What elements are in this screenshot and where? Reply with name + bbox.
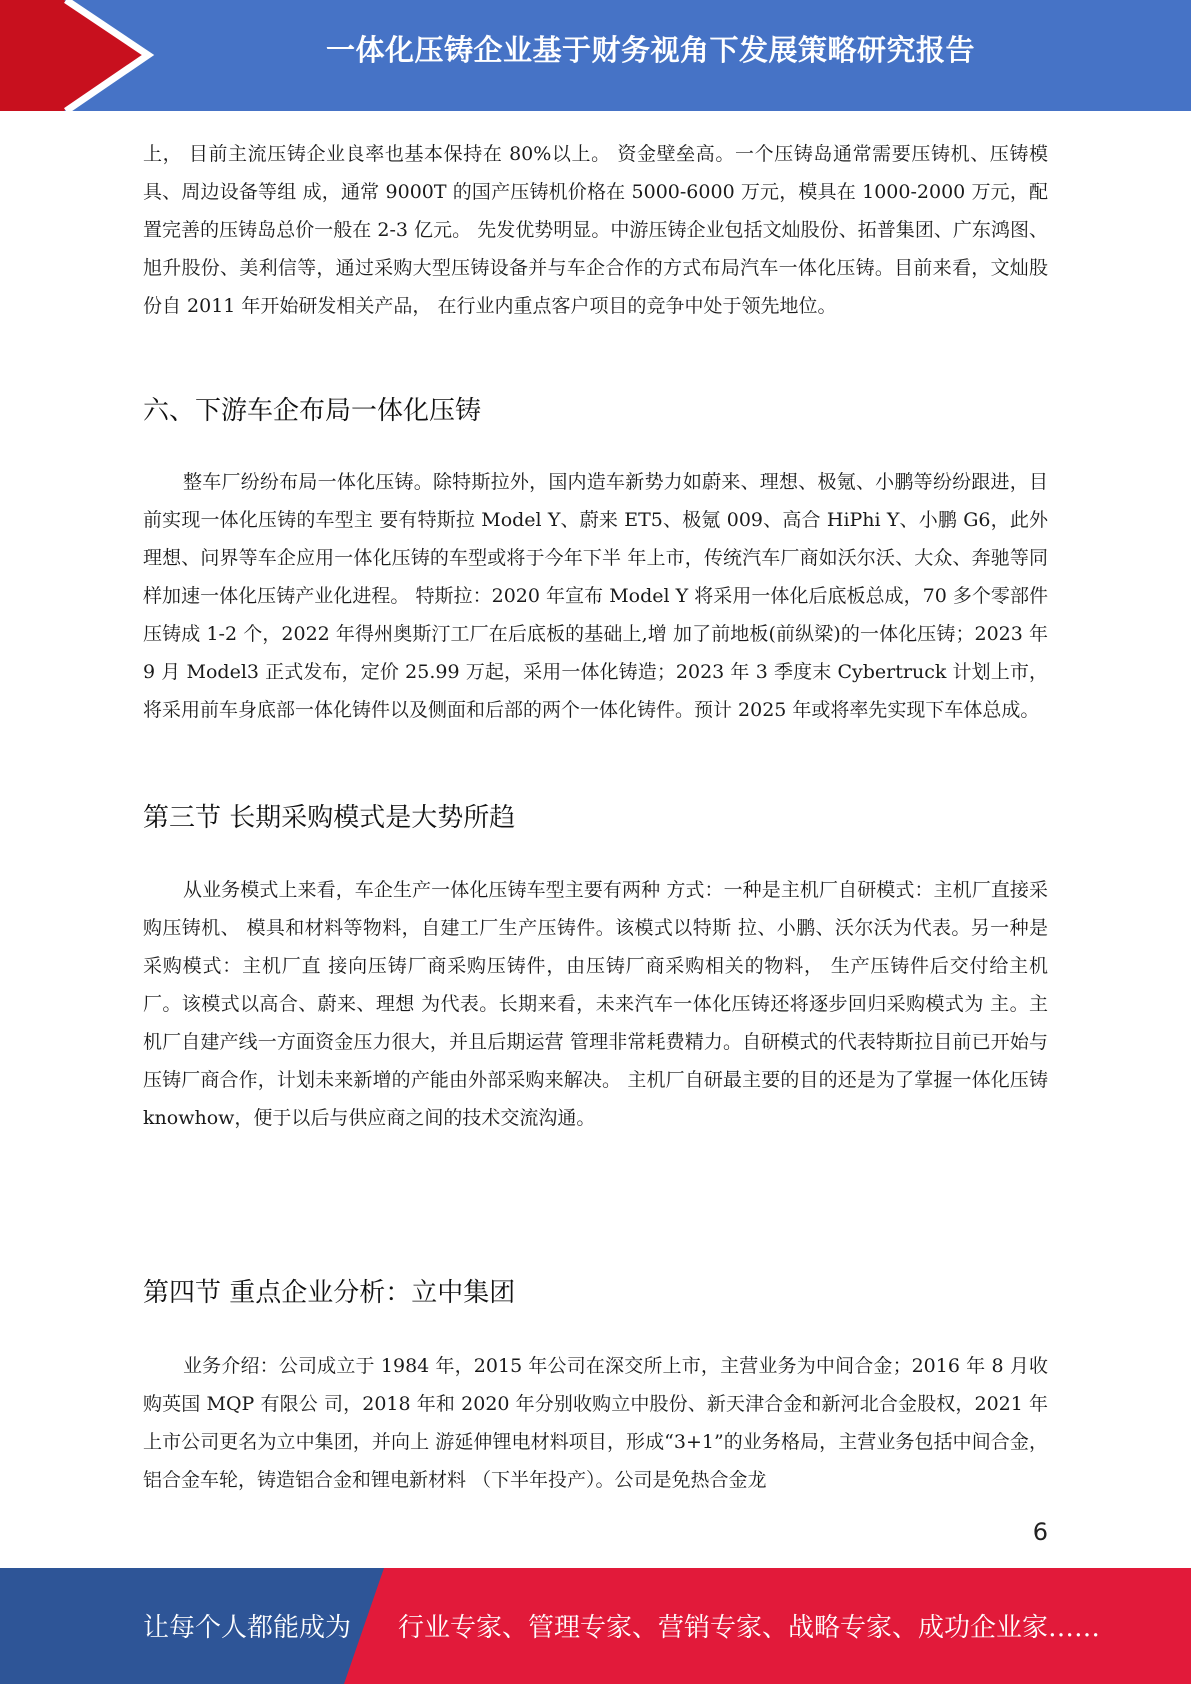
page-footer: [0, 1568, 1191, 1684]
section-heading-downstream: 六、下游车企布局一体化压铸: [143, 396, 482, 426]
footer-slogan-left: 让每个人都能成为: [143, 1613, 352, 1643]
body-paragraph: 上， 目前主流压铸企业良率也基本保持在 80%以上。 资金壁垒高。一个压铸岛通常需要压铸机、压铸模具、周边设备等组 成，通常 9000T 的国产压铸机价格在 5000-6000 万元，模具在 1000-2000 万元，配置完善的压铸岛总价一般在 2-3 亿元。 先发优势明显。中游压铸企业包括文灿股份、拓普集团、广东鸿图、 旭升股份、美利信等，通过采购大型压铸设备并与车企合作的方式布局汽车一体化压铸。目前来看，文灿股份自 2011 年开始研发相关产品， 在行业内重点客户项目的竞争中处于领先地位。: [143, 143, 1048, 317]
section-heading-section-4: 第四节 重点企业分析：立中集团: [143, 1278, 516, 1308]
paragraph-block-1: [143, 135, 1048, 325]
body-paragraph: 整车厂纷纷布局一体化压铸。除特斯拉外，国内造车新势力如蔚来、理想、极氪、小鹏等纷纷跟进，目前实现一体化压铸的车型主 要有特斯拉 Model Y、蔚来 ET5、极氪 009、高合 HiPhi Y、小鹏 G6，此外理想、问界等车企应用一体化压铸的车型或将于今年下半 年上市，传统汽车厂商如沃尔沃、大众、奔驰等同样加速一体化压铸产业化进程。 特斯拉：2020 年宣布 Model Y 将采用一体化后底板总成，70 多个零部件压铸成 1-2 个，2022 年得州奥斯汀工厂在后底板的基础上,增 加了前地板(前纵梁)的一体化压铸；2023 年 9 月 Model3 正式发布，定价 25.99 万起，采用一体化铸造；2023 年 3 季度末 Cybertruck 计划上市，将采用前车身底部一体化铸件以及侧面和后部的两个一体化铸件。预计 2025 年或将率先实现下车体总成。: [143, 471, 1048, 721]
section-heading-section-3: 第三节 长期采购模式是大势所趋: [143, 803, 516, 833]
paragraph-block-4: [143, 1347, 1048, 1499]
body-paragraph: 从业务模式上来看，车企生产一体化压铸车型主要有两种 方式：一种是主机厂自研模式：主机厂直接采购压铸机、 模具和材料等物料，自建工厂生产压铸件。该模式以特斯 拉、小鹏、沃尔沃为代表。另一种是采购模式：主机厂直 接向压铸厂商采购压铸件，由压铸厂商采购相关的物料， 生产压铸件后交付给主机厂。该模式以高合、蔚来、理想 为代表。长期来看，未来汽车一体化压铸还将逐步回归采购模式为 主。主机厂自建产线一方面资金压力很大，并且后期运营 管理非常耗费精力。自研模式的代表特斯拉目前已开始与 压铸厂商合作，计划未来新增的产能由外部采购来解决。 主机厂自研最主要的目的还是为了掌握一体化压铸 knowhow，便于以后与供应商之间的技术交流沟通。: [143, 879, 1048, 1129]
report-title: 一体化压铸企业基于财务视角下发展策略研究报告: [325, 33, 975, 67]
body-paragraph: 业务介绍：公司成立于 1984 年，2015 年公司在深交所上市，主营业务为中间合金；2016 年 8 月收购英国 MQP 有限公 司，2018 年和 2020 年分别收购立中股份、新天津合金和新河北合金股权，2021 年上市公司更名为立中集团，并向上 游延伸锂电材料项目，形成“3+1”的业务格局，主营业务包括中间合金，铝合金车轮，铸造铝合金和锂电新材料 （下半年投产）。公司是免热合金龙: [143, 1355, 1048, 1491]
paragraph-block-2: [143, 463, 1048, 729]
footer-slogan-right: 行业专家、管理专家、营销专家、战略专家、成功企业家……: [398, 1613, 1101, 1643]
paragraph-block-3: [143, 871, 1048, 1137]
page-header: [0, 0, 1191, 111]
page-number: 6: [1032, 1518, 1048, 1546]
